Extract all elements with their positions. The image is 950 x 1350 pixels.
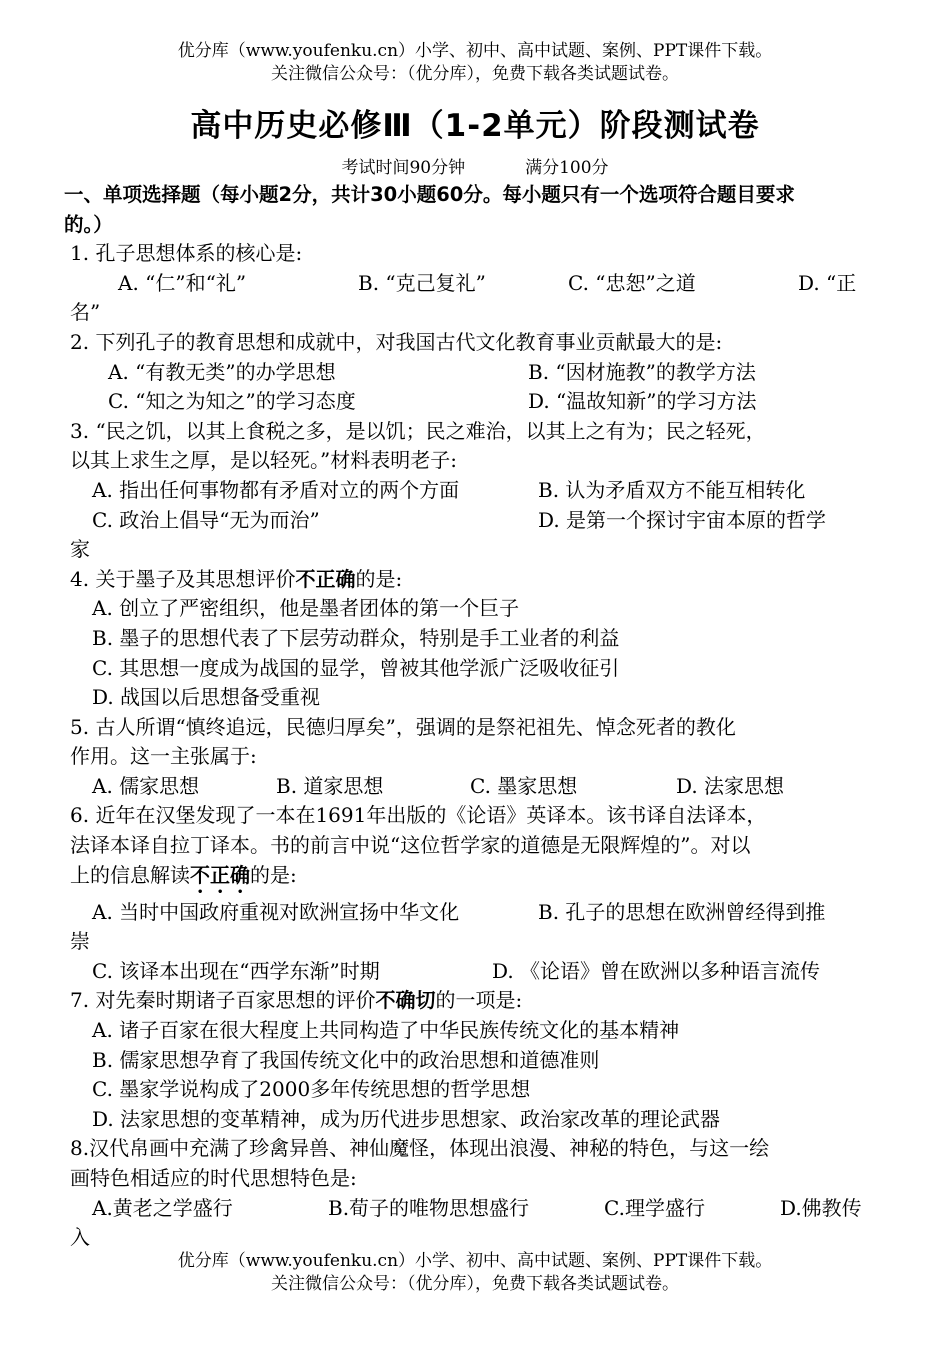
- option-b: B. “克己复礼”: [358, 270, 486, 295]
- question-4: [70, 565, 885, 713]
- option-a: A. 儒家思想: [92, 773, 200, 798]
- question-6: [70, 801, 885, 986]
- option-c: C. “忠恕”之道: [568, 270, 696, 295]
- option-d: D. “正: [798, 270, 857, 295]
- option-b: B. 认为矛盾双方不能互相转化: [538, 477, 806, 502]
- option-c: C.理学盛行: [604, 1195, 705, 1220]
- question-5: [70, 713, 885, 802]
- option-a: A. “仁”和“礼”: [118, 270, 247, 295]
- question-stem-line-2: 以其上求生之厚，是以轻死。”材料表明老子:: [70, 448, 457, 473]
- question-options: [70, 772, 885, 802]
- question-stem-line-2: 法译本译自拉丁译本。书的前言中说“这位哲学家的道德是无限辉煌的”。对以: [70, 833, 751, 858]
- question-1: [70, 239, 885, 328]
- question-8: [70, 1134, 885, 1252]
- section-heading: 一、单项选择题（每小题2分，共计30小题60分。每小题只有一个选项符合题目要求 的。）: [64, 183, 795, 236]
- question-stem: 7. 对先秦时期诸子百家思想的评价不确切的一项是:: [70, 988, 523, 1013]
- option-a: A. 创立了严密组织，他是墨者团体的第一个巨子: [92, 596, 520, 621]
- option-d-continued: 家: [70, 537, 90, 562]
- option-d: D. 战国以后思想备受重视: [92, 685, 321, 710]
- option-c: C. “知之为知之”的学习态度: [108, 389, 356, 414]
- exam-info: [0, 153, 950, 178]
- option-d: D. 是第一个探讨宇宙本原的哲学: [538, 507, 827, 532]
- option-b-continued: 崇: [70, 929, 90, 954]
- question-stem: 2. 下列孔子的教育思想和成就中，对我国古代文化教育事业贡献最大的是:: [70, 329, 723, 354]
- exam-content: [64, 180, 885, 1253]
- option-a: A. 当时中国政府重视对欧洲宣扬中华文化: [92, 899, 460, 924]
- footer-line-2: 关注微信公众号：（优分库），免费下载各类试题试卷。: [271, 1274, 679, 1294]
- page-header: [0, 40, 950, 86]
- option-b: B. 儒家思想孕育了我国传统文化中的政治思想和道德准则: [92, 1047, 600, 1072]
- question-options-row-1: [70, 898, 885, 928]
- question-3: [70, 417, 885, 565]
- question-options-row-2: [70, 506, 885, 536]
- option-a: A. 指出任何事物都有矛盾对立的两个方面: [92, 477, 460, 502]
- option-d: D.佛教传: [780, 1195, 862, 1220]
- question-stem-line-1: 6. 近年在汉堡发现了一本在1691年出版的《论语》英译本。该书译自法译本，: [70, 803, 767, 828]
- question-stem-line-1: 8.汉代帛画中充满了珍禽异兽、神仙魔怪，体现出浪漫、神秘的特色，与这一绘: [70, 1136, 770, 1161]
- option-c: C. 政治上倡导“无为而治”: [92, 507, 320, 532]
- question-options: [70, 269, 885, 299]
- option-a: A. “有教无类”的办学思想: [108, 359, 336, 384]
- question-options-row-2: [70, 387, 885, 417]
- header-line-2: 关注微信公众号：（优分库），免费下载各类试题试卷。: [271, 64, 679, 84]
- option-d: D. “温故知新”的学习方法: [528, 389, 757, 414]
- emphasis-text: 不确切: [375, 988, 436, 1013]
- question-stem: 4. 关于墨子及其思想评价不正确的是:: [70, 566, 403, 591]
- option-b: B. “因材施教”的教学方法: [528, 359, 756, 384]
- option-a: A.黄老之学盛行: [92, 1195, 233, 1220]
- option-d: D. 法家思想的变革精神，成为历代进步思想家、政治家改革的理论武器: [92, 1106, 721, 1131]
- header-line-1: 优分库（www.youfenku.cn）小学、初中、高中试题、案例、PPT课件下载。: [177, 41, 773, 61]
- question-stem-line-1: 5. 古人所谓“慎终追远，民德归厚矣”，强调的是祭祀祖先、悼念死者的教化: [70, 714, 736, 739]
- question-options: [70, 1194, 885, 1224]
- emphasis-text: 不正确: [295, 566, 356, 591]
- question-stem: 1. 孔子思想体系的核心是:: [70, 241, 303, 266]
- option-b: B. 道家思想: [276, 773, 384, 798]
- question-options-row-1: [70, 358, 885, 388]
- page-title: 高中历史必修Ⅲ（1-2单元）阶段测试卷: [190, 108, 760, 144]
- option-b: B. 孔子的思想在欧洲曾经得到推: [538, 899, 826, 924]
- question-options-row-1: [70, 476, 885, 506]
- exam-time: 考试时间90分钟: [341, 158, 466, 178]
- option-c: C. 墨家思想: [470, 773, 578, 798]
- option-d-continued: 入: [70, 1225, 90, 1250]
- question-stem-line-1: 3. “民之饥，以其上食税之多，是以饥；民之难治，以其上之有为；民之轻死，: [70, 418, 766, 443]
- option-d: D. 《论语》曾在欧洲以多种语言流传: [492, 958, 821, 983]
- exam-score: 满分100分: [525, 158, 609, 178]
- page-footer: [0, 1250, 950, 1296]
- option-c: C. 其思想一度成为战国的显学，曾被其他学派广泛吸收征引: [92, 655, 620, 680]
- question-stem-line-3: 上的信息解读不正确的是:: [70, 862, 297, 887]
- question-stem-line-2: 作用。这一主张属于:: [70, 744, 257, 769]
- option-d-continued: 名”: [70, 300, 101, 325]
- option-b: B.荀子的唯物思想盛行: [328, 1195, 530, 1220]
- option-c: C. 墨家学说构成了2000多年传统思想的哲学思想: [92, 1077, 531, 1102]
- option-d: D. 法家思想: [676, 773, 785, 798]
- emphasis-text: 不正确: [190, 862, 250, 887]
- option-c: C. 该译本出现在“西学东渐”时期: [92, 958, 380, 983]
- question-7: [70, 986, 885, 1134]
- question-stem-line-2: 画特色相适应的时代思想特色是:: [70, 1166, 357, 1190]
- option-b: B. 墨子的思想代表了下层劳动群众，特别是手工业者的利益: [92, 625, 620, 650]
- question-options-row-2: [70, 957, 885, 987]
- question-2: [70, 328, 885, 417]
- footer-line-1: 优分库（www.youfenku.cn）小学、初中、高中试题、案例、PPT课件下载。: [177, 1251, 773, 1271]
- option-a: A. 诸子百家在很大程度上共同构造了中华民族传统文化的基本精神: [92, 1018, 680, 1043]
